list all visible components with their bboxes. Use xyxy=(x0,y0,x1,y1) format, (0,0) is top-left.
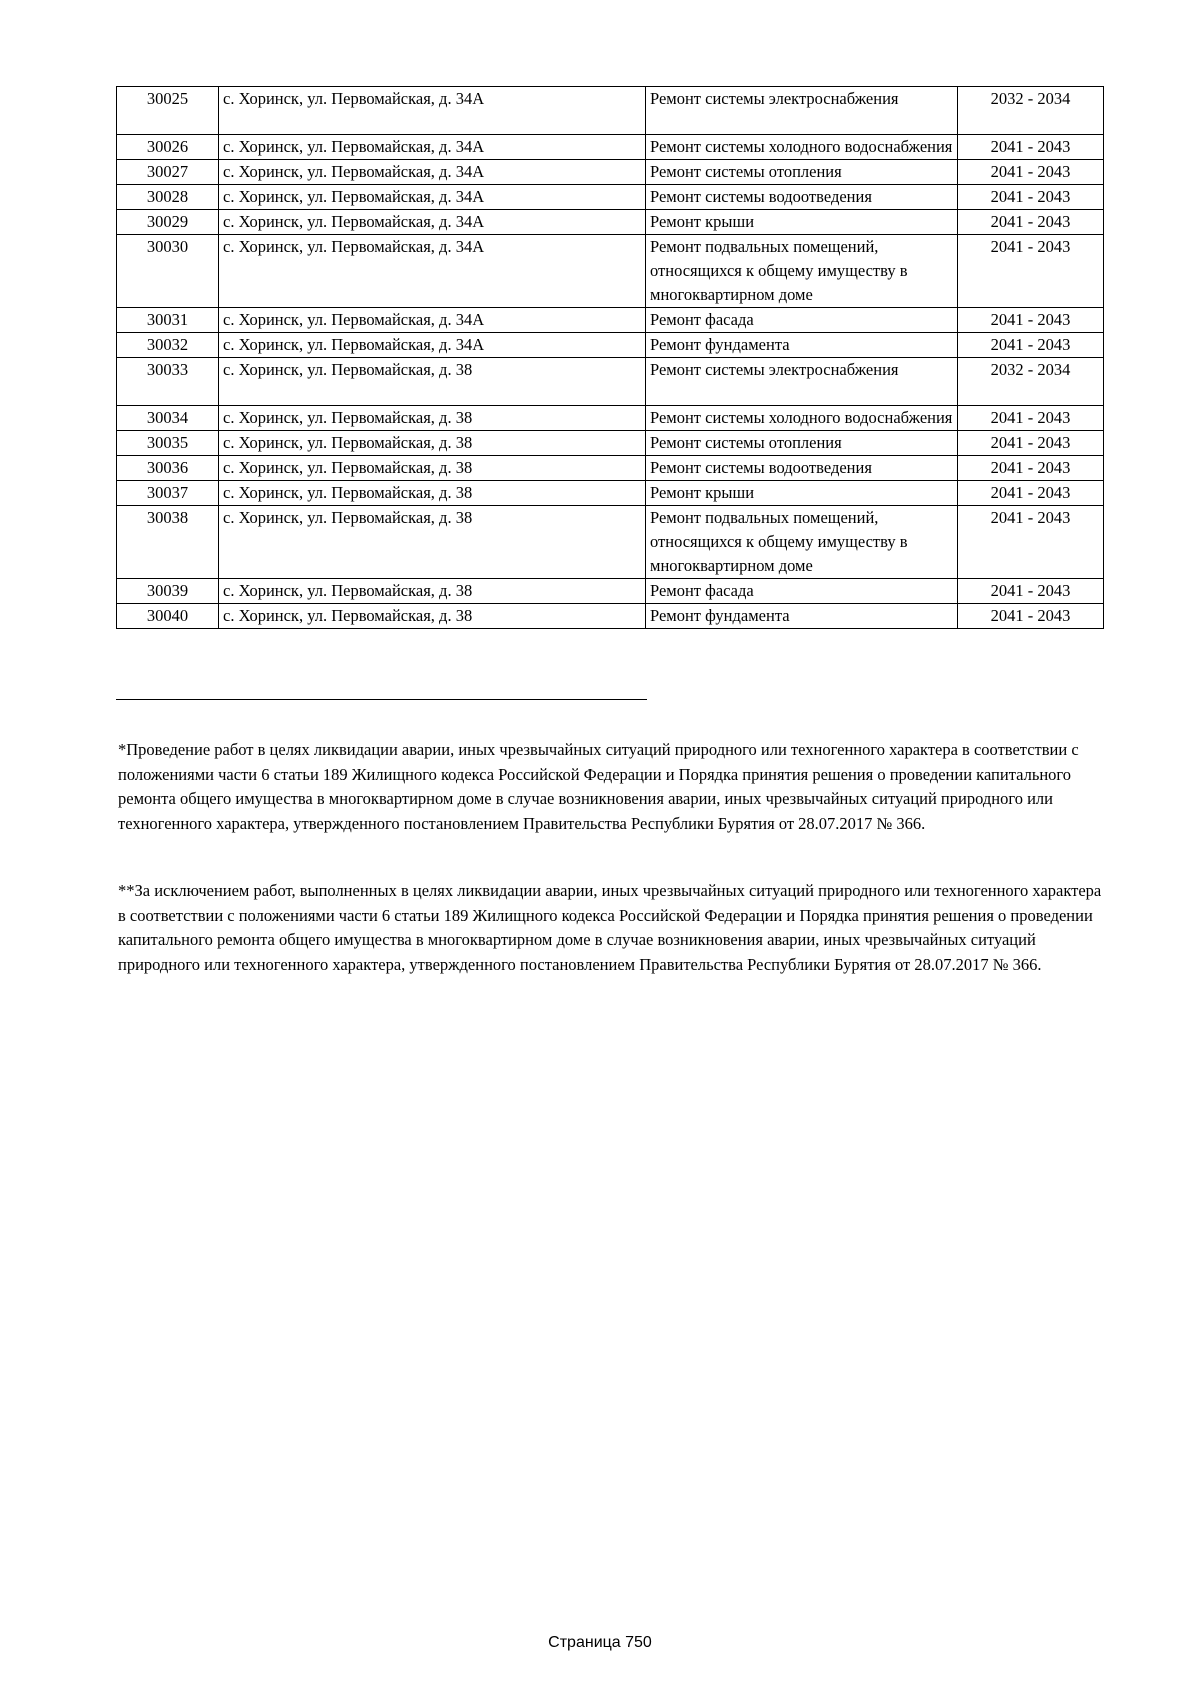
cell-address: с. Хоринск, ул. Первомайская, д. 38 xyxy=(219,358,646,406)
page-number: Страница 750 xyxy=(548,1634,652,1651)
cell-address: с. Хоринск, ул. Первомайская, д. 38 xyxy=(219,456,646,481)
cell-work-type: Ремонт фундамента xyxy=(646,333,958,358)
cell-work-type: Ремонт системы отопления xyxy=(646,431,958,456)
cell-work-type: Ремонт системы холодного водоснабжения xyxy=(646,406,958,431)
cell-work-type: Ремонт системы холодного водоснабжения xyxy=(646,135,958,160)
cell-number: 30036 xyxy=(117,456,219,481)
cell-number: 30032 xyxy=(117,333,219,358)
table-row xyxy=(117,235,1104,308)
cell-work-type: Ремонт системы отопления xyxy=(646,160,958,185)
cell-period: 2041 - 2043 xyxy=(958,604,1104,629)
table-row xyxy=(117,210,1104,235)
cell-number: 30038 xyxy=(117,506,219,579)
table-row xyxy=(117,481,1104,506)
cell-work-type: Ремонт системы водоотведения xyxy=(646,456,958,481)
cell-period: 2041 - 2043 xyxy=(958,185,1104,210)
cell-period: 2041 - 2043 xyxy=(958,431,1104,456)
cell-number: 30029 xyxy=(117,210,219,235)
cell-address: с. Хоринск, ул. Первомайская, д. 34А xyxy=(219,308,646,333)
footnote-separator xyxy=(116,699,647,700)
table-row xyxy=(117,456,1104,481)
cell-address: с. Хоринск, ул. Первомайская, д. 34А xyxy=(219,333,646,358)
cell-address: с. Хоринск, ул. Первомайская, д. 38 xyxy=(219,604,646,629)
cell-number: 30027 xyxy=(117,160,219,185)
table-row xyxy=(117,135,1104,160)
cell-period: 2041 - 2043 xyxy=(958,210,1104,235)
table-body xyxy=(117,87,1104,629)
footnote-double-asterisk: **За исключением работ, выполненных в целях ликвидации аварии, иных чрезвычайных ситуаций природного или техногенного характера в соответствии с положениями части 6 статьи 189 Жилищного кодекса Российской Федерации и Порядка принятия решения о проведении капитального ремонта общего имущества в многоквартирном доме в случае возникновения аварии, иных чрезвычайных ситуаций природного или техногенного характера, утвержденного постановлением Правительства Республики Бурятия от 28.07.2017 № 366. xyxy=(118,881,1102,974)
cell-address: с. Хоринск, ул. Первомайская, д. 38 xyxy=(219,506,646,579)
cell-number: 30037 xyxy=(117,481,219,506)
cell-number: 30033 xyxy=(117,358,219,406)
cell-period: 2041 - 2043 xyxy=(958,481,1104,506)
cell-number: 30025 xyxy=(117,87,219,135)
cell-period: 2032 - 2034 xyxy=(958,358,1104,406)
table-row xyxy=(117,406,1104,431)
cell-address: с. Хоринск, ул. Первомайская, д. 38 xyxy=(219,431,646,456)
cell-address: с. Хоринск, ул. Первомайская, д. 34А xyxy=(219,87,646,135)
cell-work-type: Ремонт фасада xyxy=(646,308,958,333)
cell-work-type: Ремонт подвальных помещений, относящихся к общему имуществу в многоквартирном доме xyxy=(646,235,958,308)
cell-address: с. Хоринск, ул. Первомайская, д. 34А xyxy=(219,235,646,308)
cell-period: 2041 - 2043 xyxy=(958,333,1104,358)
cell-address: с. Хоринск, ул. Первомайская, д. 34А xyxy=(219,135,646,160)
cell-number: 30028 xyxy=(117,185,219,210)
cell-number: 30026 xyxy=(117,135,219,160)
table-row xyxy=(117,87,1104,135)
table-row xyxy=(117,185,1104,210)
footnote-single-asterisk: *Проведение работ в целях ликвидации аварии, иных чрезвычайных ситуаций природного или техногенного характера в соответствии с положениями части 6 статьи 189 Жилищного кодекса Российской Федерации и Порядка принятия решения о проведении капитального ремонта общего имущества в многоквартирном доме в случае возникновения аварии, иных чрезвычайных ситуаций природного или техногенного характера, утвержденного постановлением Правительства Республики Бурятия от 28.07.2017 № 366. xyxy=(118,740,1079,833)
cell-period: 2041 - 2043 xyxy=(958,579,1104,604)
cell-address: с. Хоринск, ул. Первомайская, д. 38 xyxy=(219,406,646,431)
cell-address: с. Хоринск, ул. Первомайская, д. 34А xyxy=(219,185,646,210)
cell-number: 30030 xyxy=(117,235,219,308)
table-row xyxy=(117,579,1104,604)
cell-address: с. Хоринск, ул. Первомайская, д. 34А xyxy=(219,210,646,235)
cell-work-type: Ремонт системы электроснабжения xyxy=(646,87,958,135)
cell-work-type: Ремонт крыши xyxy=(646,210,958,235)
cell-work-type: Ремонт подвальных помещений, относящихся к общему имуществу в многоквартирном доме xyxy=(646,506,958,579)
cell-number: 30035 xyxy=(117,431,219,456)
cell-period: 2041 - 2043 xyxy=(958,308,1104,333)
cell-number: 30039 xyxy=(117,579,219,604)
cell-work-type: Ремонт фундамента xyxy=(646,604,958,629)
cell-period: 2041 - 2043 xyxy=(958,406,1104,431)
table-row xyxy=(117,358,1104,406)
cell-address: с. Хоринск, ул. Первомайская, д. 34А xyxy=(219,160,646,185)
cell-work-type: Ремонт фасада xyxy=(646,579,958,604)
cell-address: с. Хоринск, ул. Первомайская, д. 38 xyxy=(219,481,646,506)
cell-address: с. Хоринск, ул. Первомайская, д. 38 xyxy=(219,579,646,604)
cell-number: 30040 xyxy=(117,604,219,629)
repair-schedule-table xyxy=(116,86,1104,629)
cell-period: 2032 - 2034 xyxy=(958,87,1104,135)
cell-work-type: Ремонт системы электроснабжения xyxy=(646,358,958,406)
cell-period: 2041 - 2043 xyxy=(958,160,1104,185)
table-row xyxy=(117,160,1104,185)
cell-period: 2041 - 2043 xyxy=(958,235,1104,308)
table-row xyxy=(117,308,1104,333)
table-row xyxy=(117,431,1104,456)
cell-period: 2041 - 2043 xyxy=(958,456,1104,481)
table-row xyxy=(117,506,1104,579)
cell-number: 30031 xyxy=(117,308,219,333)
cell-work-type: Ремонт крыши xyxy=(646,481,958,506)
table-row xyxy=(117,604,1104,629)
cell-work-type: Ремонт системы водоотведения xyxy=(646,185,958,210)
table-row xyxy=(117,333,1104,358)
cell-period: 2041 - 2043 xyxy=(958,506,1104,579)
cell-number: 30034 xyxy=(117,406,219,431)
cell-period: 2041 - 2043 xyxy=(958,135,1104,160)
